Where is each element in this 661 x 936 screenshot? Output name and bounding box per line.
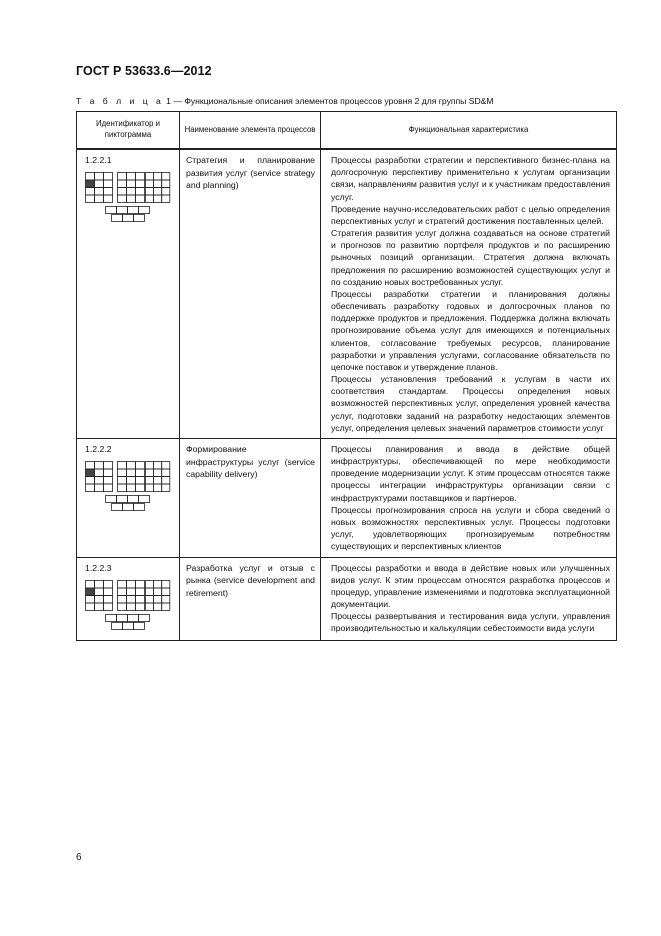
pictogram-cell	[134, 503, 145, 510]
pictogram-cell	[95, 173, 104, 181]
pictogram-cell	[104, 188, 113, 196]
pictogram-cell	[139, 495, 150, 502]
pictogram-cell	[146, 580, 154, 588]
pictogram-cell	[117, 207, 128, 214]
process-description: Процессы разработки и ввода в действие новых или улучшенных видов услуг. К этим процессам относятся разработка процессов и процедур, управление изменениями и подготовка эксплуатационной документации. Процессы развертывания и тестирования вида услуги, управления производительностью и калькуляции себестоимости вида услуги	[321, 557, 617, 640]
caption-text: 1 — Функциональные описания элементов процессов уровня 2 для группы SD&M	[163, 96, 494, 106]
pictogram-cell	[127, 173, 136, 181]
pictogram-cell	[146, 173, 154, 181]
table-caption	[76, 96, 616, 106]
pictogram-cell	[112, 622, 123, 629]
pictogram-cell	[117, 614, 128, 621]
pictogram-cell	[154, 603, 162, 611]
pictogram-cell	[95, 195, 104, 203]
pictogram-cell	[162, 603, 170, 611]
pictogram-cell	[104, 580, 113, 588]
pictogram-cell	[134, 215, 145, 222]
pictogram-cell	[127, 588, 136, 596]
pictogram-cell	[118, 588, 127, 596]
pictogram-cell	[104, 595, 113, 603]
pictogram-cell	[86, 188, 95, 196]
pictogram-cell	[154, 580, 162, 588]
process-name: Стратегия и планирование развития услуг (service strategy and planning)	[180, 149, 321, 438]
pictogram-cell	[139, 207, 150, 214]
pictogram-cell	[118, 603, 127, 611]
pictogram-cell	[128, 207, 139, 214]
pictogram-cell	[146, 603, 154, 611]
pictogram-cell	[162, 180, 170, 188]
pictogram-cell	[154, 173, 162, 181]
pictogram-cell	[86, 595, 95, 603]
pictogram-cell	[95, 188, 104, 196]
pictogram-cell	[162, 588, 170, 596]
process-name: Разработка услуг и отзыв с рынка (service development and retirement)	[180, 557, 321, 640]
process-pictogram	[85, 580, 173, 636]
table-row	[77, 149, 617, 438]
pictogram-cell	[112, 215, 123, 222]
pictogram-cell	[136, 588, 145, 596]
process-id: 1.2.2.3	[85, 562, 112, 573]
functional-description-table	[76, 111, 617, 641]
pictogram-cell	[118, 461, 127, 469]
pictogram-cell	[86, 180, 95, 188]
process-name: Формирование инфраструктуры услуг (service capability delivery)	[180, 438, 321, 557]
pictogram-cell	[104, 476, 113, 484]
row-id-cell	[77, 438, 180, 557]
pictogram-cell	[127, 595, 136, 603]
pictogram-cell	[118, 188, 127, 196]
pictogram-cell	[136, 173, 145, 181]
pictogram-cell	[127, 188, 136, 196]
pictogram-cell	[154, 476, 162, 484]
pictogram-cell	[162, 173, 170, 181]
pictogram-cell	[117, 495, 128, 502]
pictogram-cell	[162, 469, 170, 477]
pictogram-cell	[136, 469, 145, 477]
pictogram-cell	[154, 180, 162, 188]
pictogram-cell	[95, 461, 104, 469]
pictogram-cell	[128, 495, 139, 502]
pictogram-cell	[95, 476, 104, 484]
pictogram-cell	[136, 195, 145, 203]
pictogram-cell	[154, 461, 162, 469]
pictogram-cell	[154, 188, 162, 196]
pictogram-cell	[95, 469, 104, 477]
pictogram-cell	[104, 461, 113, 469]
pictogram-cell	[95, 588, 104, 596]
pictogram-cell	[86, 476, 95, 484]
pictogram-cell	[127, 180, 136, 188]
column-header-description: Функциональная характеристика	[321, 112, 617, 150]
pictogram-cell	[118, 484, 127, 492]
pictogram-cell	[128, 614, 139, 621]
pictogram-cell	[162, 461, 170, 469]
pictogram-graphic	[85, 172, 173, 228]
table-row	[77, 557, 617, 640]
document-header: ГОСТ Р 53633.6—2012	[76, 64, 212, 78]
pictogram-cell	[146, 595, 154, 603]
table-header-row	[77, 112, 617, 150]
table-row	[77, 438, 617, 557]
caption-prefix: Т а б л и ц а	[76, 96, 164, 106]
pictogram-cell	[162, 484, 170, 492]
pictogram-cell	[123, 503, 134, 510]
pictogram-cell	[136, 603, 145, 611]
pictogram-cell	[136, 595, 145, 603]
pictogram-cell	[136, 476, 145, 484]
pictogram-cell	[162, 580, 170, 588]
pictogram-cell	[118, 180, 127, 188]
pictogram-cell	[86, 484, 95, 492]
column-header-id: Идентификатор и пиктограмма	[77, 112, 180, 150]
row-id-cell	[77, 149, 180, 438]
pictogram-cell	[106, 614, 117, 621]
row-id-cell	[77, 557, 180, 640]
pictogram-cell	[104, 173, 113, 181]
pictogram-cell	[118, 476, 127, 484]
pictogram-cell	[139, 614, 150, 621]
process-description: Процессы разработки стратегии и перспективного бизнес-плана на долгосрочную перспективу применительно к услугам организации связи, направлениям развития услуг и к участникам предоставления услуг. Проведение научно-исследовательских работ с целью определения перспективных услуг и стратегий достижения поставленных целей. Стратегия развития услуг должна создаваться на основе стратегий и прогнозов по развитию портфеля продуктов и по расширению рыночных позиций организации. Стратегия должна включать предложения по расширению возможностей существующих услуг и по созданию новых востребованных услуг. Процессы разработки стратегии и планирования должны обеспечивать разработку годовых и долгосрочных планов по поддержке продуктов и предложения. Поддержка должна включать прогнозирование объема услуг для имеющихся и потенциальных клиентов, согласование требуемых ресурсов, планирование разработки и управления услугами, согласование обязательств по цепочке поставок и утверждение планов. Процессы установления требований к услугам в части их соответствия стандартам. Процессы определения новых возможностей перспективных услуг, определения уровней качества услуг, подготовки заданий на разработку недостающих элементов услуг, определения целевых значений параметров стоимости услуг	[321, 149, 617, 438]
pictogram-graphic	[85, 580, 173, 636]
process-pictogram	[85, 172, 173, 228]
pictogram-cell	[136, 484, 145, 492]
pictogram-cell	[86, 173, 95, 181]
pictogram-cell	[95, 595, 104, 603]
pictogram-cell	[127, 580, 136, 588]
pictogram-cell	[134, 622, 145, 629]
pictogram-cell	[86, 469, 95, 477]
column-header-name: Наименование элемента процессов	[180, 112, 321, 150]
pictogram-cell	[136, 180, 145, 188]
pictogram-cell	[146, 469, 154, 477]
pictogram-cell	[118, 580, 127, 588]
pictogram-cell	[86, 580, 95, 588]
pictogram-cell	[127, 603, 136, 611]
pictogram-cell	[146, 188, 154, 196]
pictogram-cell	[106, 207, 117, 214]
pictogram-cell	[104, 484, 113, 492]
pictogram-cell	[104, 603, 113, 611]
process-id: 1.2.2.1	[85, 155, 112, 165]
pictogram-cell	[104, 588, 113, 596]
pictogram-cell	[123, 215, 134, 222]
pictogram-cell	[146, 195, 154, 203]
pictogram-cell	[162, 188, 170, 196]
pictogram-cell	[118, 173, 127, 181]
pictogram-cell	[127, 476, 136, 484]
pictogram-cell	[104, 180, 113, 188]
pictogram-cell	[136, 188, 145, 196]
pictogram-cell	[86, 461, 95, 469]
pictogram-cell	[112, 503, 123, 510]
pictogram-cell	[154, 484, 162, 492]
pictogram-cell	[146, 588, 154, 596]
pictogram-cell	[118, 595, 127, 603]
pictogram-cell	[118, 195, 127, 203]
pictogram-cell	[146, 484, 154, 492]
pictogram-cell	[154, 595, 162, 603]
pictogram-cell	[136, 461, 145, 469]
pictogram-cell	[123, 622, 134, 629]
pictogram-cell	[95, 180, 104, 188]
pictogram-cell	[146, 476, 154, 484]
pictogram-cell	[146, 180, 154, 188]
process-description: Процессы планирования и ввода в действие общей инфраструктуры, обеспечивающей по мере необходимости проведение модернизации услуг. К этим процессам относятся также процессы интеграции инфраструктуры организации связи с инфраструктурами поставщиков и партнеров. Процессы прогнозирования спроса на услуги и сбора сведений о новых возможностях перспективных услуг. Процессы подготовки услуг, удовлетворяющих прогнозируемым потребностям существующих и перспективных клиентов	[321, 438, 617, 557]
pictogram-cell	[136, 580, 145, 588]
pictogram-cell	[162, 595, 170, 603]
process-id: 1.2.2.2	[85, 443, 112, 454]
pictogram-cell	[146, 461, 154, 469]
page-number: 6	[76, 852, 82, 863]
pictogram-cell	[95, 603, 104, 611]
pictogram-cell	[154, 469, 162, 477]
pictogram-cell	[154, 588, 162, 596]
process-pictogram	[85, 461, 173, 517]
pictogram-cell	[127, 461, 136, 469]
pictogram-cell	[95, 484, 104, 492]
pictogram-cell	[162, 195, 170, 203]
pictogram-cell	[104, 469, 113, 477]
pictogram-cell	[118, 469, 127, 477]
pictogram-cell	[127, 195, 136, 203]
pictogram-cell	[154, 195, 162, 203]
pictogram-graphic	[85, 461, 173, 517]
pictogram-cell	[86, 588, 95, 596]
pictogram-cell	[86, 195, 95, 203]
pictogram-cell	[127, 484, 136, 492]
pictogram-cell	[106, 495, 117, 502]
pictogram-cell	[104, 195, 113, 203]
pictogram-cell	[95, 580, 104, 588]
pictogram-cell	[86, 603, 95, 611]
pictogram-cell	[127, 469, 136, 477]
pictogram-cell	[162, 476, 170, 484]
